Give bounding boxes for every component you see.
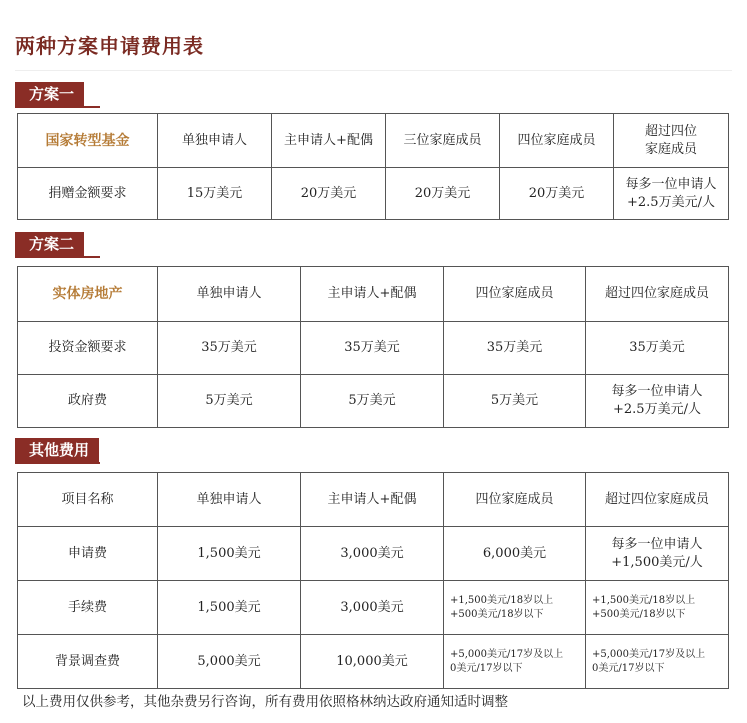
table-header-cell: 主申请人+配偶 — [301, 473, 444, 527]
table-header-cell: 四位家庭成员 — [500, 114, 614, 168]
table-cell: 5万美元 — [301, 375, 444, 428]
table-header-cell: 单独申请人 — [158, 473, 301, 527]
table-cell: +1,500美元/18岁以上 +500美元/18岁以下 — [444, 581, 586, 635]
table-cell: 35万美元 — [158, 322, 301, 375]
table-cell: 35万美元 — [444, 322, 586, 375]
table-header-cell: 单独申请人 — [158, 267, 301, 322]
table-cell: 5,000美元 — [158, 635, 301, 689]
table-cell: 捐赠金额要求 — [18, 168, 158, 220]
table-header-row — [18, 473, 729, 527]
table-cell: 35万美元 — [586, 322, 729, 375]
table-header-cell: 超过四位 家庭成员 — [614, 114, 729, 168]
table-header-cell: 主申请人+配偶 — [272, 114, 386, 168]
other-fees-table — [17, 472, 729, 689]
table-header-cell: 超过四位家庭成员 — [586, 473, 729, 527]
table-cell: 5万美元 — [444, 375, 586, 428]
table-cell: 每多一位申请人 +2.5万美元/人 — [614, 168, 729, 220]
plan1-table — [17, 113, 729, 220]
table-cell: 1,500美元 — [158, 527, 301, 581]
table-cell: +5,000美元/17岁及以上 0美元/17岁以下 — [586, 635, 729, 689]
table-cell: 投资金额要求 — [18, 322, 158, 375]
section-label-other: 其他费用 — [15, 438, 99, 463]
table-row — [18, 527, 729, 581]
table-cell: 15万美元 — [158, 168, 272, 220]
title-divider — [15, 70, 732, 71]
section-label-plan2: 方案二 — [15, 232, 84, 257]
table-cell: 5万美元 — [158, 375, 301, 428]
table-cell: 政府费 — [18, 375, 158, 428]
table-cell: 手续费 — [18, 581, 158, 635]
table-header-cell: 单独申请人 — [158, 114, 272, 168]
table-header-cell: 国家转型基金 — [18, 114, 158, 168]
table-cell: +5,000美元/17岁及以上 0美元/17岁以下 — [444, 635, 586, 689]
table-header-cell: 三位家庭成员 — [386, 114, 500, 168]
table-header-cell: 四位家庭成员 — [444, 267, 586, 322]
table-cell: 10,000美元 — [301, 635, 444, 689]
table-header-cell: 项目名称 — [18, 473, 158, 527]
table-header-row — [18, 114, 729, 168]
table-cell: 35万美元 — [301, 322, 444, 375]
table-header-cell: 超过四位家庭成员 — [586, 267, 729, 322]
table-row — [18, 322, 729, 375]
table-header-cell: 主申请人+配偶 — [301, 267, 444, 322]
section-label-plan1: 方案一 — [15, 82, 84, 107]
section-underline — [15, 256, 100, 258]
table-cell: 每多一位申请人 +1,500美元/人 — [586, 527, 729, 581]
page-title: 两种方案申请费用表 — [15, 34, 204, 58]
table-cell: 每多一位申请人 +2.5万美元/人 — [586, 375, 729, 428]
table-cell: 申请费 — [18, 527, 158, 581]
table-row — [18, 168, 729, 220]
plan2-table — [17, 266, 729, 428]
table-header-cell: 四位家庭成员 — [444, 473, 586, 527]
table-cell: 6,000美元 — [444, 527, 586, 581]
table-cell: 20万美元 — [272, 168, 386, 220]
table-header-cell: 实体房地产 — [18, 267, 158, 322]
section-underline — [15, 462, 100, 464]
table-cell: 背景调查费 — [18, 635, 158, 689]
table-row — [18, 375, 729, 428]
table-row — [18, 635, 729, 689]
section-underline — [15, 106, 100, 108]
table-row — [18, 581, 729, 635]
table-cell: 3,000美元 — [301, 527, 444, 581]
table-cell: 20万美元 — [500, 168, 614, 220]
footnote: 以上费用仅供参考，其他杂费另行咨询，所有费用依照格林纳达政府通知适时调整 — [22, 694, 508, 710]
table-cell: +1,500美元/18岁以上 +500美元/18岁以下 — [586, 581, 729, 635]
table-cell: 1,500美元 — [158, 581, 301, 635]
table-header-row — [18, 267, 729, 322]
table-cell: 20万美元 — [386, 168, 500, 220]
table-cell: 3,000美元 — [301, 581, 444, 635]
